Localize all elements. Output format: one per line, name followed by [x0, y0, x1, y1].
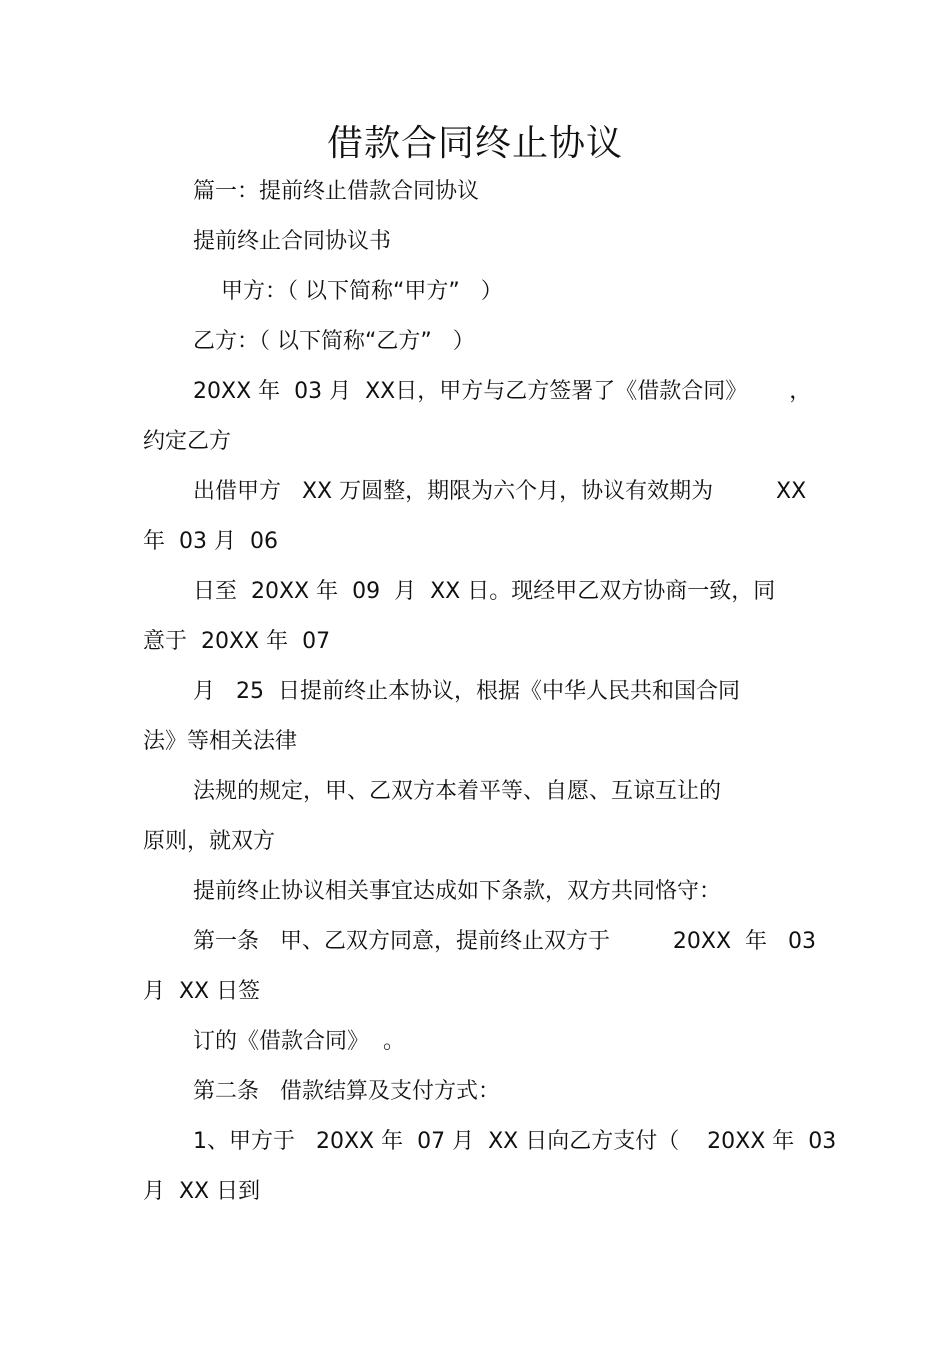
payment-item-line: 1、甲方于 20XX 年 07 月 XX 日向乙方支付（ 20XX 年 03 — [193, 1129, 837, 1154]
paragraph-line: 原则，就双方 — [143, 829, 276, 854]
paragraph-line: 法规的规定，甲、乙双方本着平等、自愿、互谅互让的 — [193, 779, 722, 804]
paragraph-line: 法》等相关法律 — [143, 729, 298, 754]
section-heading: 篇一：提前终止借款合同协议 — [193, 179, 480, 204]
paragraph-line: 月 XX 日到 — [143, 1179, 261, 1204]
agreement-heading: 提前终止合同协议书 — [193, 229, 392, 254]
paragraph-line: 约定乙方 — [143, 429, 232, 454]
document-title: 借款合同终止协议 — [326, 123, 623, 164]
paragraph-line: 订的《借款合同》 。 — [193, 1029, 405, 1054]
paragraph-line: 出借甲方 XX 万圆整，期限为六个月，协议有效期为 XX — [193, 479, 807, 504]
paragraph-line: 意于 20XX 年 07 — [143, 629, 331, 654]
paragraph-line: 年 03 月 06 — [143, 529, 278, 554]
clause-two-line: 第二条 借款结算及支付方式： — [193, 1079, 500, 1104]
paragraph-line: 月 XX 日签 — [143, 979, 261, 1004]
party-a-line: 甲方：（ 以下简称“甲方” ） — [221, 279, 503, 304]
paragraph-line: 月 25 日提前终止本协议，根据《中华人民共和国合同 — [193, 679, 740, 704]
paragraph-line: 20XX 年 03 月 XX日，甲方与乙方签署了《借款合同》 ， — [193, 379, 812, 404]
paragraph-line: 提前终止协议相关事宜达成如下条款，双方共同恪守： — [193, 879, 722, 904]
clause-one-line: 第一条 甲、乙双方同意，提前终止双方于 20XX 年 03 — [193, 929, 817, 954]
party-b-line: 乙方：（ 以下简称“乙方” ） — [193, 329, 475, 354]
paragraph-line: 日至 20XX 年 09 月 XX 日。现经甲乙双方协商一致，同 — [193, 579, 776, 604]
